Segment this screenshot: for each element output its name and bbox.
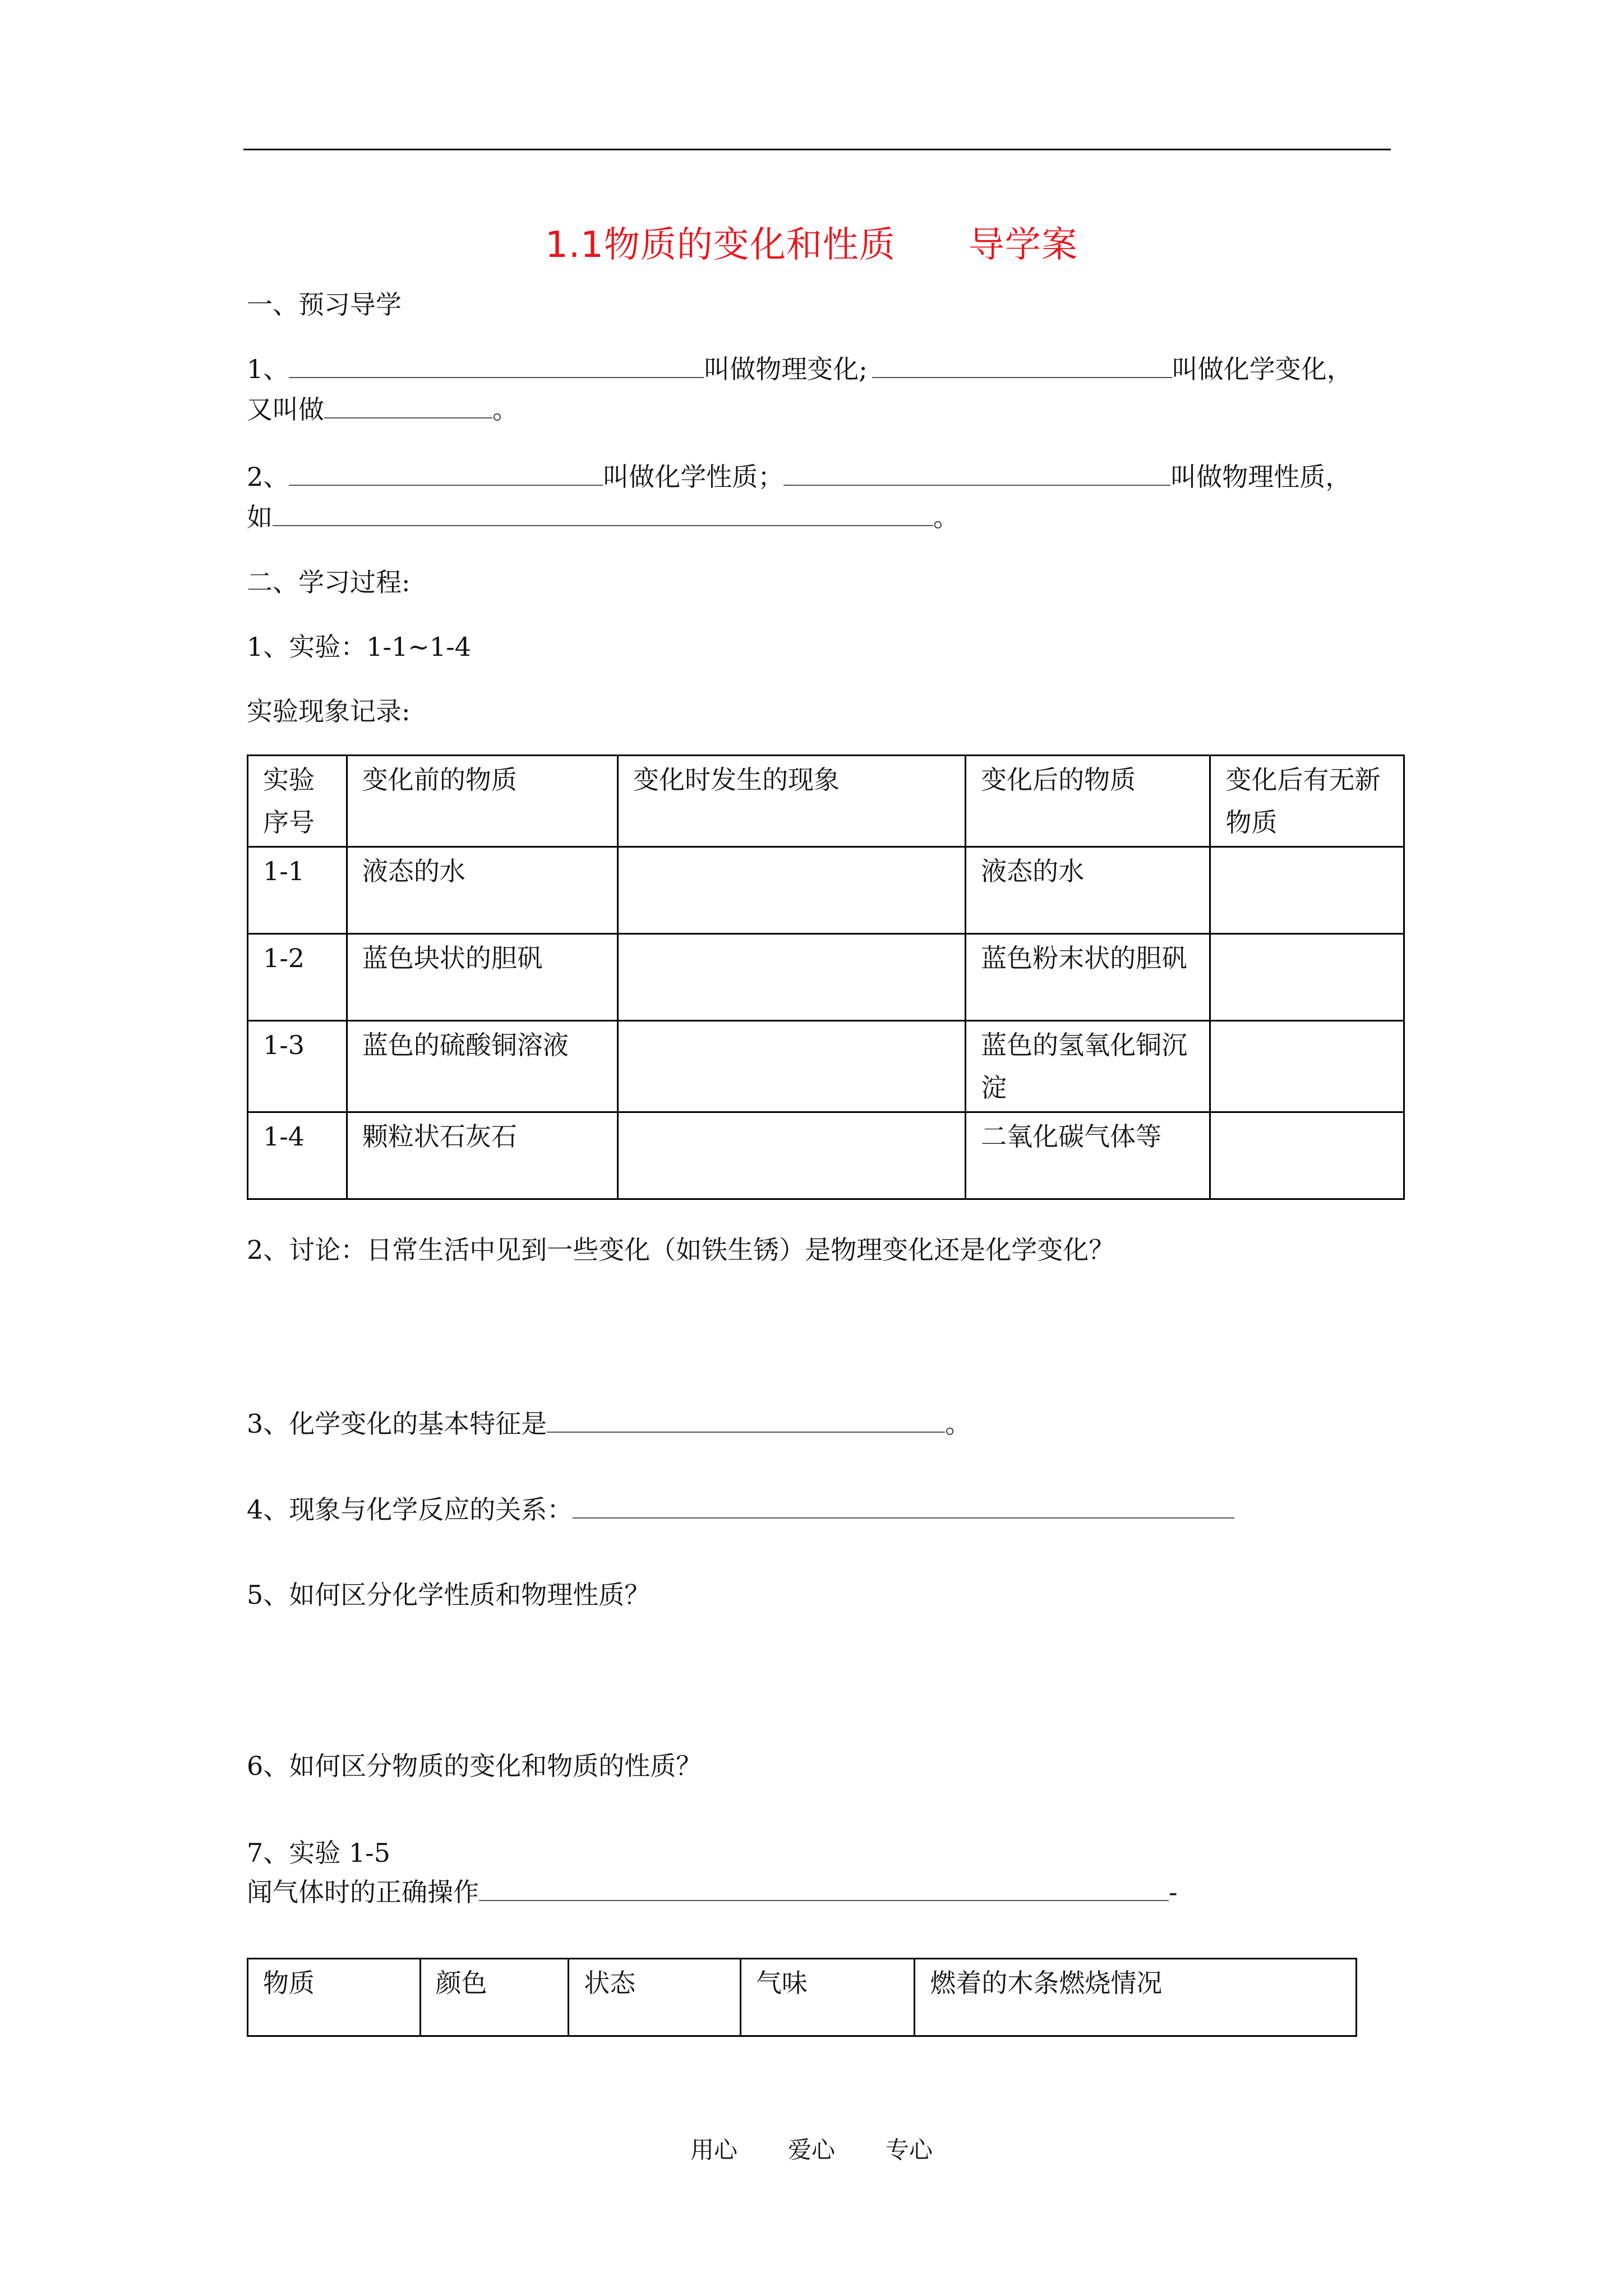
question-4 xyxy=(247,1494,1234,1525)
footer-text: 用心 xyxy=(690,2136,737,2164)
table-cell: 蓝色的氢氧化铜沉淀 xyxy=(966,1021,1210,1112)
table-header-cell: 实验序号 xyxy=(248,756,347,847)
table-header-cell: 变化前的物质 xyxy=(347,756,617,847)
table-cell: 1-4 xyxy=(248,1112,347,1199)
table-row xyxy=(248,1112,1404,1199)
answer-blank[interactable] xyxy=(783,462,1170,486)
question-1-line-1 xyxy=(247,353,1353,385)
question-text: 闻气体时的正确操作 xyxy=(247,1877,479,1907)
question-text: 叫做物理变化; xyxy=(704,354,868,384)
header-rule xyxy=(243,149,1391,150)
question-text: - xyxy=(1169,1877,1178,1907)
smell-operation-line xyxy=(247,1876,1178,1908)
question-number: 1、 xyxy=(247,354,289,384)
question-2-line-1 xyxy=(247,461,1351,493)
question-text: 。 xyxy=(492,394,518,425)
experiment-1-5-heading: 7、实验 1-5 xyxy=(247,1838,390,1868)
page-title: 1.1物质的变化和性质 导学案 xyxy=(545,224,1078,266)
footer-text: 专心 xyxy=(886,2136,933,2164)
table-header-row xyxy=(248,1959,1357,2036)
answer-blank[interactable] xyxy=(872,355,1172,378)
table-row xyxy=(248,847,1404,934)
section-heading-process: 二、学习过程: xyxy=(247,567,411,597)
table-cell: 1-1 xyxy=(248,847,347,934)
table-cell[interactable] xyxy=(1210,934,1404,1021)
question-text: 又叫做 xyxy=(247,394,324,425)
answer-blank[interactable] xyxy=(289,355,704,378)
question-number: 2、 xyxy=(247,462,289,492)
table-cell[interactable] xyxy=(1210,1112,1404,1199)
question-3 xyxy=(247,1408,971,1439)
answer-blank[interactable] xyxy=(324,395,492,418)
question-text: 3、化学变化的基本特征是 xyxy=(247,1409,547,1439)
question-text: 叫做物理性质， xyxy=(1170,462,1352,492)
table-cell: 蓝色块状的胆矾 xyxy=(347,934,617,1021)
table-cell: 液态的水 xyxy=(966,847,1210,934)
table-cell: 蓝色粉末状的胆矾 xyxy=(966,934,1210,1021)
question-1-line-2 xyxy=(247,394,518,425)
table-row xyxy=(248,934,1404,1021)
answer-blank[interactable] xyxy=(289,462,603,486)
table-header-cell: 颜色 xyxy=(420,1959,569,2036)
table-cell[interactable] xyxy=(1210,847,1404,934)
question-discussion: 2、讨论：日常生活中见到一些变化（如铁生锈）是物理变化还是化学变化？ xyxy=(247,1235,1115,1265)
table-cell[interactable] xyxy=(618,847,966,934)
record-heading: 实验现象记录: xyxy=(247,696,411,726)
answer-blank[interactable] xyxy=(273,503,933,526)
table-header-cell: 气味 xyxy=(740,1959,915,2036)
table-cell: 蓝色的硫酸铜溶液 xyxy=(347,1021,617,1112)
question-text: 4、现象与化学反应的关系： xyxy=(247,1494,573,1525)
experiment-heading: 1、实验：1-1~1-4 xyxy=(247,632,471,662)
page-footer xyxy=(0,2132,1623,2165)
answer-blank[interactable] xyxy=(573,1495,1234,1519)
question-text: 叫做化学性质； xyxy=(603,462,784,492)
table-cell: 颗粒状石灰石 xyxy=(347,1112,617,1199)
question-text: 叫做化学变化， xyxy=(1172,354,1353,384)
section-heading-preview: 一、预习导学 xyxy=(247,289,402,320)
table-cell: 液态的水 xyxy=(347,847,617,934)
table-cell[interactable] xyxy=(618,1112,966,1199)
table-cell: 1-3 xyxy=(248,1021,347,1112)
question-5: 5、如何区分化学性质和物理性质？ xyxy=(247,1580,651,1610)
answer-blank[interactable] xyxy=(479,1878,1169,1901)
table-cell: 1-2 xyxy=(248,934,347,1021)
table-header-cell: 燃着的木条燃烧情况 xyxy=(915,1959,1357,2036)
footer-text: 爱心 xyxy=(787,2136,835,2164)
table-row xyxy=(248,1021,1404,1112)
question-2-line-2 xyxy=(247,501,959,533)
table-cell[interactable] xyxy=(618,1021,966,1112)
table-cell: 二氧化碳气体等 xyxy=(966,1112,1210,1199)
table-cell[interactable] xyxy=(618,934,966,1021)
table-header-cell: 变化后有无新物质 xyxy=(1210,756,1404,847)
table-header-row xyxy=(248,756,1404,847)
question-6: 6、如何区分物质的变化和物质的性质？ xyxy=(247,1751,702,1781)
table-header-cell: 变化时发生的现象 xyxy=(618,756,966,847)
question-text: 如 xyxy=(247,502,273,532)
answer-blank[interactable] xyxy=(547,1409,945,1433)
table-header-cell: 状态 xyxy=(569,1959,741,2036)
question-text: 。 xyxy=(933,502,959,532)
gas-properties-table xyxy=(247,1958,1357,2037)
table-cell[interactable] xyxy=(1210,1021,1404,1112)
table-header-cell: 物质 xyxy=(248,1959,421,2036)
experiment-table xyxy=(247,754,1405,1200)
table-header-cell: 变化后的物质 xyxy=(966,756,1210,847)
question-text: 。 xyxy=(945,1409,971,1439)
